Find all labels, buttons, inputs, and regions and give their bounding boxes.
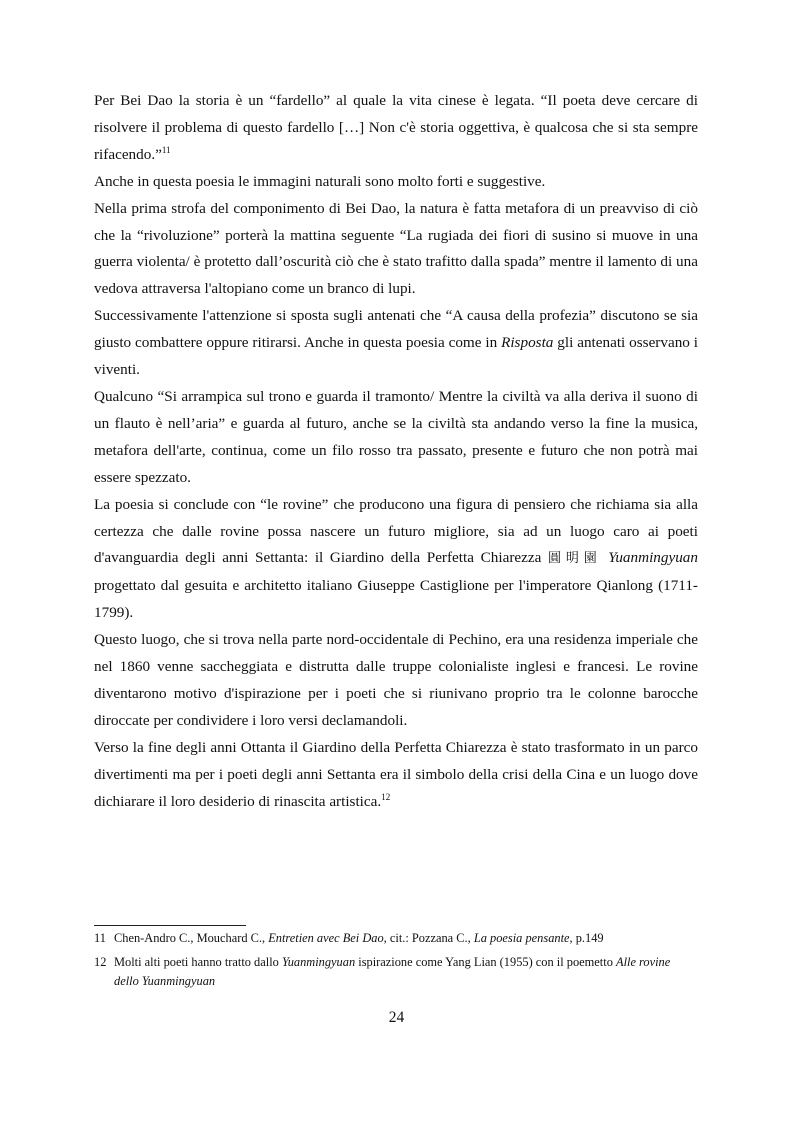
title-risposta: Risposta xyxy=(501,334,554,352)
paragraph-3-text: Nella prima strofa del componimento di Bei Dao, la natura è fatta metafora di un preavviso di ciò che la “rivoluzione” porterà la mattina seguente “La rugiada dei fiori di susino si muove in una guerra violenta/ è protetto dall’oscurità ciò che è stato trafitto dalla spada” mentre il lamento di una vedova attraversa l'altopiano come un branco di lupi. xyxy=(94,199,698,298)
paragraph-8-text: Verso la fine degli anni Ottanta il Giardino della Perfetta Chiarezza è stato trasformato in un parco divertimenti ma per i poeti degli anni Settanta era il simbolo della crisi della Cina e un luogo dove dichiarare il loro desiderio di rinascita artistica. xyxy=(94,738,698,810)
paragraph-6-text-a: La poesia si conclude con “le rovine” che producono una figura di pensiero che richiama sia alla certezza che dalle rovine possa nascere un futuro migliore, sia ad un luogo caro ai poeti d'avanguardia degli anni Settanta: il Giardino della Perfetta Chiarezza xyxy=(94,495,698,567)
paragraph-5-text: Qualcuno “Si arrampica sul trono e guarda il tramonto/ Mentre la civiltà va alla deriva il suono di un flauto è nell’aria” e guarda al futuro, anche se la civiltà sta andando verso la fine la musica, metafora dell'arte, continua, come un filo rosso tra passato, presente e futuro che non potrà mai essere spezzato. xyxy=(94,387,698,486)
paragraph-8 xyxy=(94,735,698,816)
paragraph-3 xyxy=(94,196,698,304)
footnote-divider xyxy=(94,925,246,926)
footnote-number: 11 xyxy=(94,931,106,945)
paragraph-7 xyxy=(94,627,698,735)
footnote-11-text-c: p.149 xyxy=(572,931,604,945)
paragraph-1 xyxy=(94,88,698,169)
footnote-11-text-a: Chen-Andro C., Mouchard C., xyxy=(114,931,269,945)
footnote-12 xyxy=(94,953,698,991)
paragraph-2-text: Anche in questa poesia le immagini naturali sono molto forti e suggestive. xyxy=(94,172,546,190)
main-text xyxy=(94,88,698,815)
footnote-ref-12[interactable]: 12 xyxy=(381,791,391,802)
footnote-12-title: Alle rovine dello Yuanmingyuan xyxy=(114,955,671,988)
term-yuanmingyuan: Yuanmingyuan xyxy=(608,549,698,567)
paragraph-5 xyxy=(94,384,698,492)
paragraph-6 xyxy=(94,492,698,628)
footnote-12-text-b: ispirazione come Yang Lian (1955) con il poemetto xyxy=(355,955,616,969)
footnote-12-text-a: Molti alti poeti hanno tratto dallo xyxy=(114,955,282,969)
paragraph-7-text: Questo luogo, che si trova nella parte nord-occidentale di Pechino, era una residenza imperiale che nel 1860 venne saccheggiata e distrutta dalle truppe colonialiste inglesi e francesi. Le rovine diventarono motivo d'ispirazione per i poeti che si riunivano proprio tra le colonne barocche diroccate per condividere i loro versi declamandoli. xyxy=(94,631,698,729)
page-number: 24 xyxy=(388,1009,405,1026)
footnote-number: 12 xyxy=(94,955,107,969)
paragraph-2 xyxy=(94,169,698,196)
paragraph-1-text: Per Bei Dao la storia è un “fardello” al quale la vita cinese è legata. “Il poeta deve cercare di risolvere il problema di questo fardello […] Non c'è storia oggettiva, è qualcosa che si sta sempre rifacendo.” xyxy=(94,92,698,163)
footnote-11-title-b: La poesia pensante, xyxy=(473,931,573,945)
footnote-ref-11[interactable]: 11 xyxy=(161,144,171,155)
footnote-11-text-b: cit.: Pozzana C., xyxy=(386,931,474,945)
paragraph-4 xyxy=(94,303,698,384)
footnote-11-title-a: Entretien avec Bei Dao, xyxy=(268,931,387,945)
chinese-characters: 圓明園 xyxy=(548,551,602,567)
paragraph-4-text-a: Successivamente l'attenzione si sposta sugli antenati che “A causa della profezia” discutono se sia giusto combattere oppure ritirarsi. Anche in questa poesia come in xyxy=(94,307,698,352)
footnote-12-term: Yuanmingyuan xyxy=(281,955,356,969)
page-body xyxy=(94,88,698,815)
paragraph-6-text-b: progettato dal gesuita e architetto italiano Giuseppe Castiglione per l'imperatore Qianlong (1711-1799). xyxy=(94,577,698,622)
footnote-11 xyxy=(94,929,698,948)
paragraph-4-text-b: gli antenati osservano i viventi. xyxy=(94,334,698,379)
footnotes xyxy=(94,929,698,996)
